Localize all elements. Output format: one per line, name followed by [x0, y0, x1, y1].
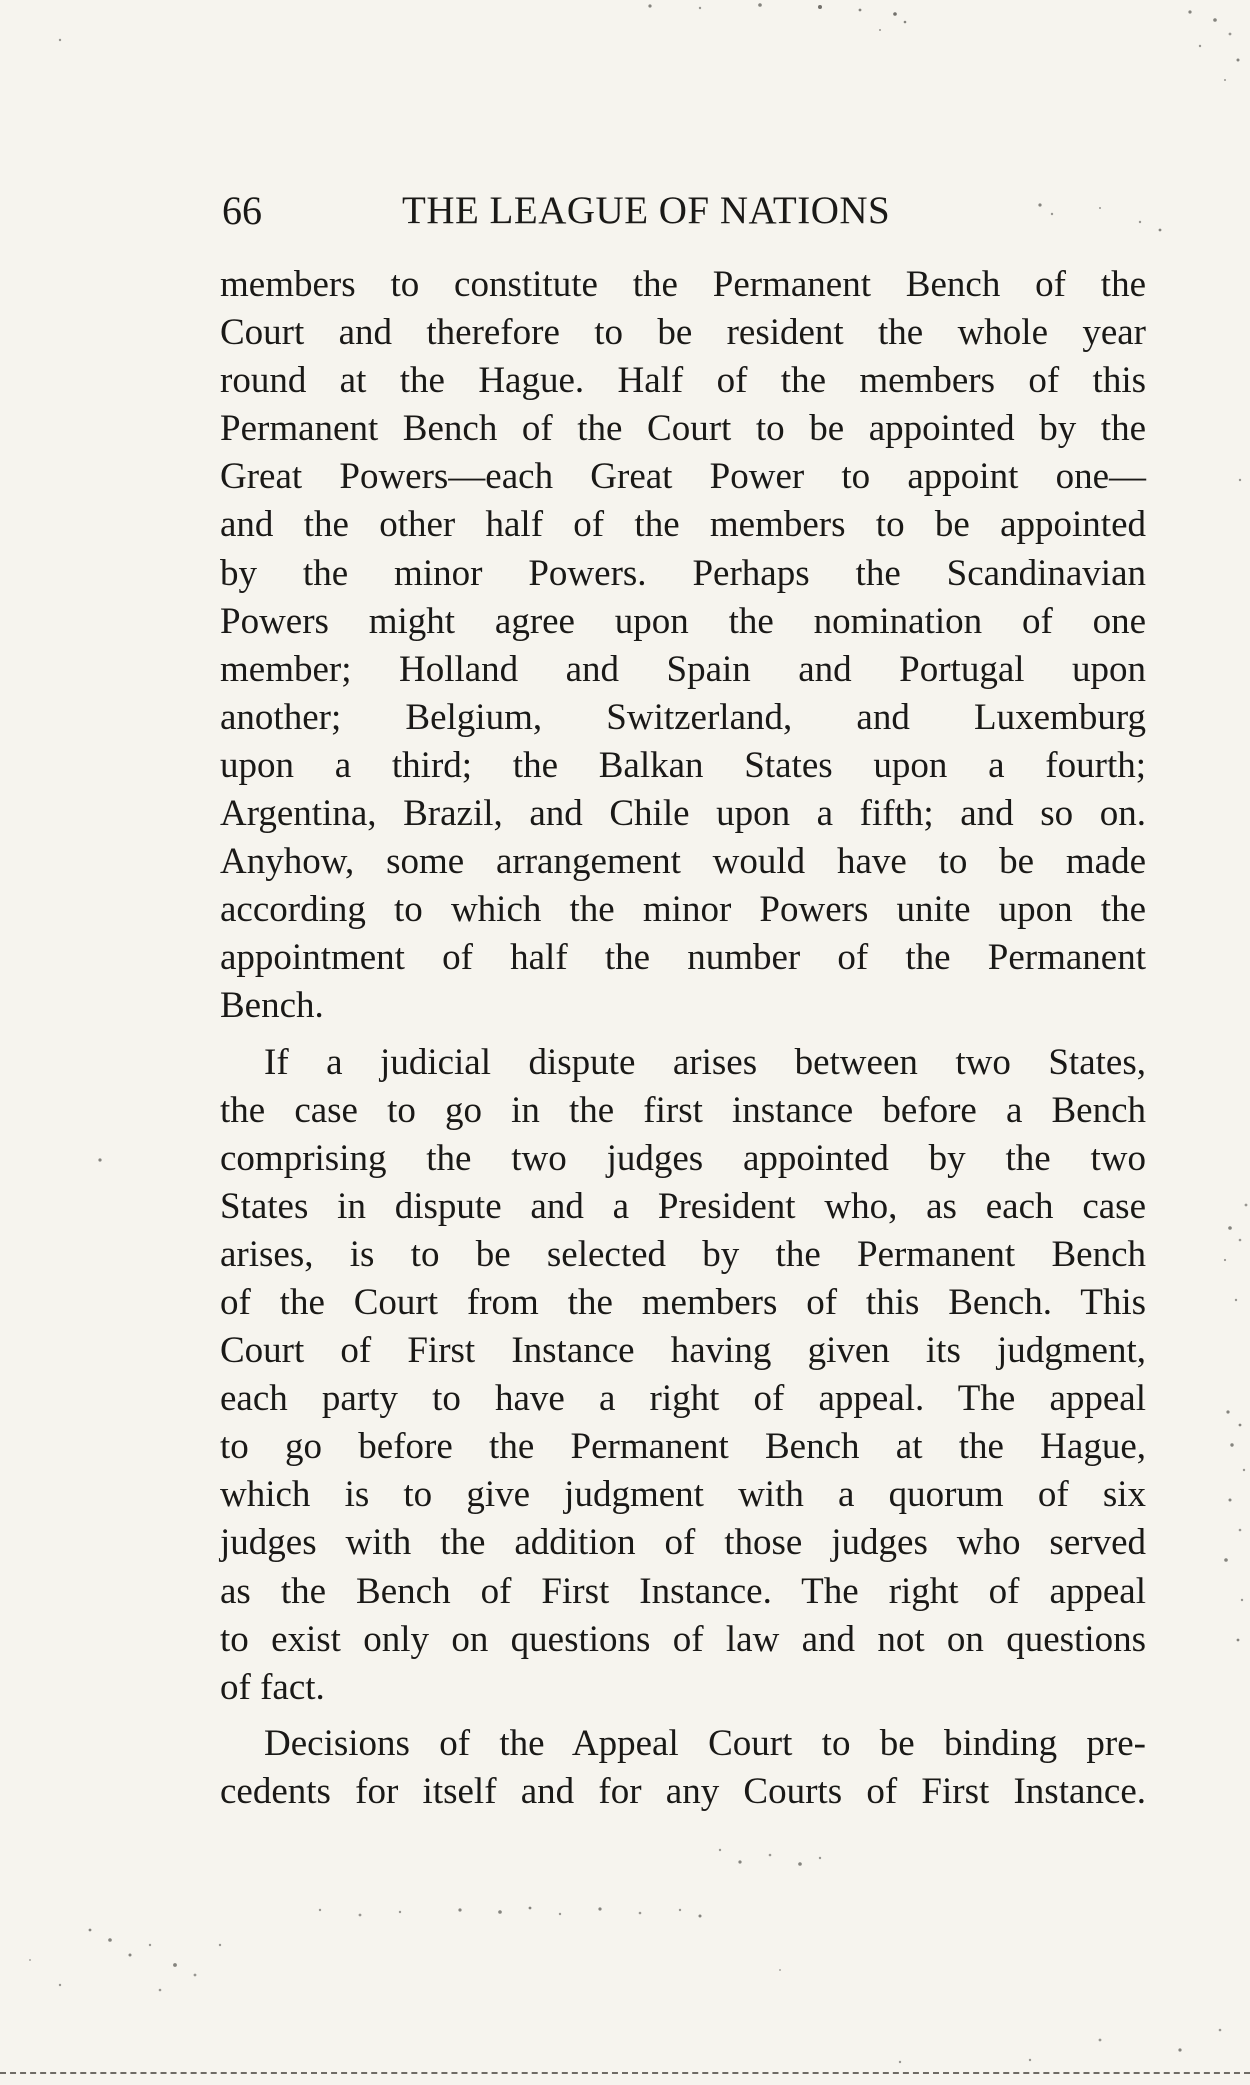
running-title: THE LEAGUE OF NATIONS — [402, 189, 891, 232]
text-line: Anyhow, some arrangement would have to be made — [220, 841, 1146, 883]
page-bottom-edge — [0, 2072, 1250, 2074]
text-line: the case to go in the first instance before a Bench — [220, 1089, 1146, 1131]
text-line: Powers might agree upon the nomination of one — [220, 600, 1146, 642]
page-number: 66 — [222, 188, 262, 233]
text-line: Bench. — [220, 985, 324, 1027]
text-line: to go before the Permanent Bench at the Hague, — [220, 1426, 1146, 1468]
text-line: member; Holland and Spain and Portugal upon — [220, 648, 1146, 690]
text-line: as the Bench of First Instance. The right of appeal — [220, 1570, 1146, 1612]
text-line: judges with the addition of those judges who served — [220, 1522, 1146, 1564]
text-line: upon a third; the Balkan States upon a fourth; — [220, 744, 1146, 786]
text-line: Court of First Instance having given its judgment, — [220, 1330, 1146, 1372]
text-line: of the Court from the members of this Bench. This — [220, 1281, 1146, 1323]
text-line: Argentina, Brazil, and Chile upon a fifth; and so on. — [220, 793, 1146, 835]
text-line: States in dispute and a President who, as each case — [220, 1185, 1146, 1227]
text-line: comprising the two judges appointed by the two — [220, 1137, 1146, 1179]
text-line: and the other half of the members to be appointed — [220, 504, 1146, 546]
text-line: appointment of half the number of the Permanent — [220, 937, 1146, 979]
text-line: arises, is to be selected by the Permanent Bench — [220, 1233, 1146, 1275]
text-line: to exist only on questions of law and not on questions — [220, 1618, 1146, 1660]
text-line: each party to have a right of appeal. The appeal — [220, 1378, 1146, 1420]
text-line: cedents for itself and for any Courts of First Instance. — [220, 1770, 1146, 1812]
text-line: which is to give judgment with a quorum of six — [220, 1474, 1146, 1516]
text-line: of fact. — [220, 1666, 325, 1708]
text-line: Court and therefore to be resident the whole year — [220, 312, 1146, 354]
text-line: Permanent Bench of the Court to be appointed by the — [220, 408, 1146, 450]
text-line: by the minor Powers. Perhaps the Scandinavian — [220, 552, 1146, 594]
text-line: round at the Hague. Half of the members of this — [220, 360, 1146, 402]
text-line: If a judicial dispute arises between two States, — [264, 1041, 1146, 1083]
text-line: Decisions of the Appeal Court to be binding pre- — [264, 1722, 1146, 1764]
text-line: according to which the minor Powers unite upon the — [220, 889, 1146, 931]
text-line: Great Powers—each Great Power to appoint one— — [220, 456, 1146, 498]
text-line: another; Belgium, Switzerland, and Luxemburg — [220, 696, 1146, 738]
text-line: members to constitute the Permanent Bench of the — [220, 264, 1146, 305]
